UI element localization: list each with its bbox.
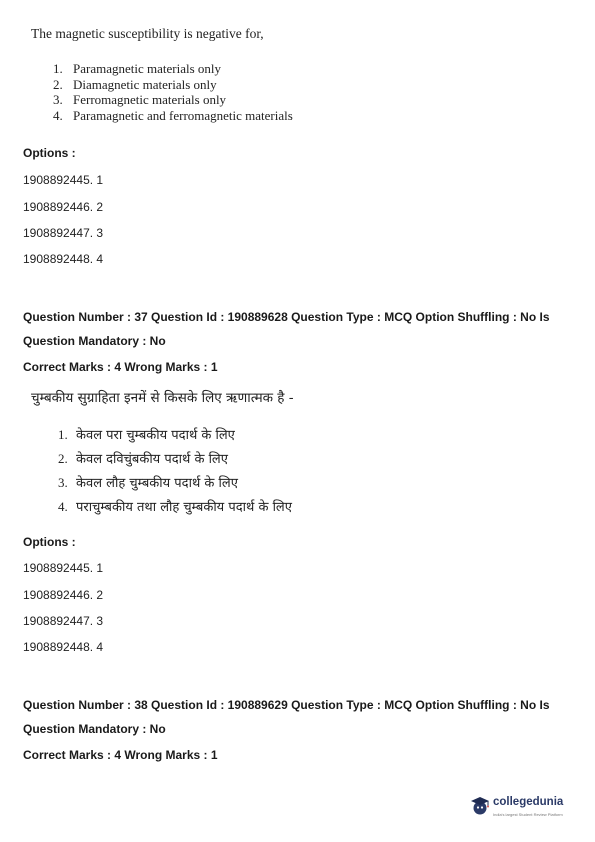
logo-name: collegedunia [493,796,564,808]
collegedunia-logo [469,793,569,823]
question-38-marks: Correct Marks : 4 Wrong Marks : 1 [23,748,218,762]
choice-item: 1. Paramagnetic materials only [53,61,222,76]
option-id: 1908892447. 3 [23,226,104,240]
question-37-hindi-choices [58,423,292,519]
question-36-text: The magnetic susceptibility is negative for, [31,26,264,41]
option-id: 1908892445. 1 [23,561,104,575]
logo-tagline: India's largest Student Review Platform [493,812,563,817]
question-37-mandatory: Question Mandatory : No [23,334,166,348]
choice-item: 1. केवल परा चुम्बकीय पदार्थ के लिए [58,427,235,443]
option-id: 1908892448. 4 [23,252,104,266]
question-36-choices [53,61,293,123]
choice-item: 2. केवल दविचुंबकीय पदार्थ के लिए [58,451,228,467]
question-37-marks: Correct Marks : 4 Wrong Marks : 1 [23,360,218,374]
option-id: 1908892448. 4 [23,640,104,654]
question-38-header: Question Number : 38 Question Id : 190889629 Question Type : MCQ Option Shuffling : No Is [23,698,550,712]
choice-item: 2. Diamagnetic materials only [53,76,217,92]
choice-item: 3. Ferromagnetic materials only [53,92,227,107]
option-id: 1908892446. 2 [23,200,104,214]
option-id: 1908892445. 1 [23,173,104,187]
question-37-header: Question Number : 37 Question Id : 190889628 Question Type : MCQ Option Shuffling : No Is [23,310,550,324]
graduate-cap-icon [469,795,491,817]
options-label: Options : [23,146,76,160]
choice-item: 4. Paramagnetic and ferromagnetic materials [53,107,293,123]
option-id: 1908892446. 2 [23,588,104,602]
question-38-mandatory: Question Mandatory : No [23,722,166,736]
choice-item: 3. केवल लौह चुम्बकीय पदार्थ के लिए [58,475,238,491]
option-id: 1908892447. 3 [23,614,104,628]
question-37-hindi-text: चुम्बकीय सुग्राहिता इनमें से किसके लिए ऋणात्मक है - [31,390,294,406]
choice-item: 4. पराचुम्बकीय तथा लौह चुम्बकीय पदार्थ के लिए [58,499,292,515]
options-label: Options : [23,535,76,549]
